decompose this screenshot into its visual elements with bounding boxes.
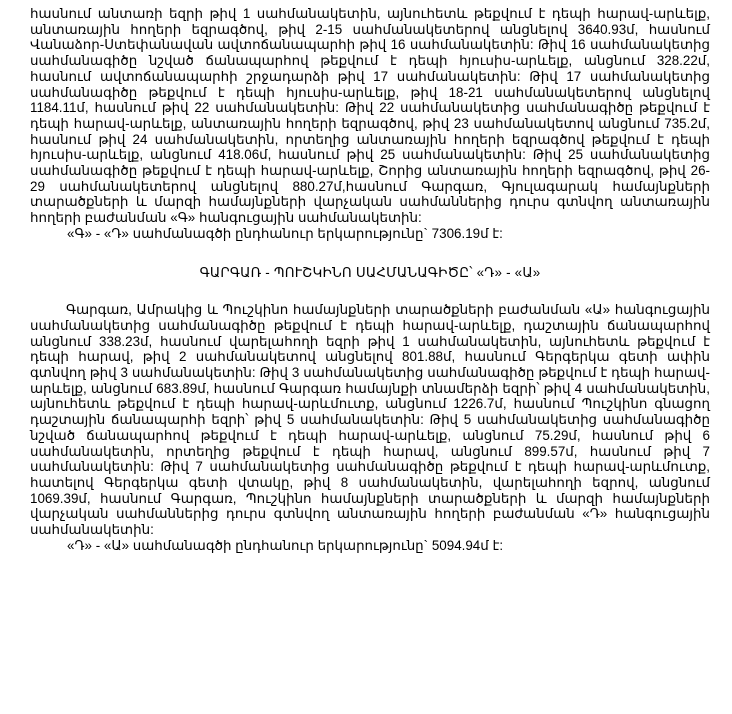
section-heading: ԳԱՐԳԱՌ - ՊՈՒՇԿԻՆՈ ՍԱՀՄԱՆԱԳԻԾԸ՝ «Դ» - «Ա» [199, 264, 541, 280]
document-page [30, 6, 710, 554]
boundary-total-length: «Դ» - «Ա» սահմանագծի ընդհանուր երկարությունը` 5094.94մ է: [67, 537, 504, 553]
boundary-total-length: «Գ» - «Դ» սահմանագծի ընդհանուր երկարությունը` 7306.19մ է: [67, 225, 503, 241]
boundary-description-paragraph: հասնում անտառի եզրի թիվ 1 սահմանակետին, այնուհետև թեքվում է դեպի հարավ-արևելք, անտառային հողերի եզրագծով, թիվ 2-15 սահմանակետերով անցնելով 3640.93մ, հասնում Վանաձոր-Ստեփանավան ավտոճանապարհի թիվ 16 սահմանակետին: Թիվ 16 սահմանակետից սահմանագիծը նշված ճանապարհով թեքվում է դեպի հյուսիս-արևելք, անցնում 328.22մ, հասնում ավտոճանապարհի շրջադարձի թիվ 17 սահմանակետին: Թիվ 17 սահմանակետից սահմանագիծը թեքվում է դեպի հյուսիս-արևելք, թիվ 18-21 սահմանակետերով անցնելով 1184.11մ, հասնում թիվ 22 սահմանակետին: Թիվ 22 սահմանակետից սահմանագիծը թեքվում է դեպի հարավ-արևելք, անտառային հողերի եզրագծով, թիվ 23 սահմանակետով անցնում 735.2մ, հասնում թիվ 24 սահմանակետին, որտեղից անտառային հողերի եզրագծով թեքվում է դեպի հյուսիս-արևելք, անցնում 418.06մ, հասնում թիվ 25 սահմանակետին: Թիվ 25 սահմանակետից սահմանագիծը թեքվում է դեպի հարավ-արևելք, Շորից անտառային հողերի եզրագծով, թիվ 26-29 սահմանակետերով անցնելով 880.27մ,հասնում Գարգառ, Գյուլագարակ համայնքների տարածքների և մարզի համայնքների վարչական սահմաններից դուրս գտնվող անտառային հողերի բաժանման «Գ» հանգուցային սահմանակետին: [30, 6, 710, 226]
boundary-description-paragraph: Գարգառ, Ամրակից և Պուշկինո համայնքների տարածքների բաժանման «Ա» հանգուցային սահմանակետից սահմանագիծը թեքվում է դեպի հարավ-արևելք, դաշտային ճանապարհով անցնում 338.23մ, հասնում վարելահողի եզրի թիվ 1 սահմանակետին, այնուհետև թեքվում է դեպի հարավ, թիվ 2 սահմանակետով անցնելով 801.88մ, հասնում Գերգերկա գետի ափին գտնվող թիվ 3 սահմանակետին: Թիվ 3 սահմանակետից սահմանագիծը թեքվում է դեպի հարավ-արևելք, անցնում 683.89մ, հասնում Գարգառ համայնքի տնամերձի եզրի՝ թիվ 4 սահմանակետին, այնուհետև թեքվում է դեպի հարավ-արևմուտք, անցնում 1226.7մ, հասնում Պուշկինո գնացող դաշտային ճանապարհի եզրի՝ թիվ 5 սահմանակետին: Թիվ 5 սահմանակետից սահմանագիծը նշված ճանապարհով թեքվում է դեպի հարավ-արևելք, անցնում 75.29մ, հասնում թիվ 6 սահմանակետին, որտեղից թեքվում է դեպի հարավ, անցնում 899.57մ, հասնում թիվ 7 սահմանակետին: Թիվ 7 սահմանակետից սահմանագիծը թեքվում է դեպի հարավ-արևմուտք, հատելով Գերգերկա գետի վտակը, թիվ 8 սահմանակետին, վարելահողի եզրով, անցնում 1069.39մ, հասնում Գարգառ, Պուշկինո համայնքների տարածքների և մարզի համայնքների վարչական սահմաններից դուրս գտնվող անտառային հողերի բաժանման «Դ» հանգուցային սահմանակետին: [30, 302, 710, 538]
